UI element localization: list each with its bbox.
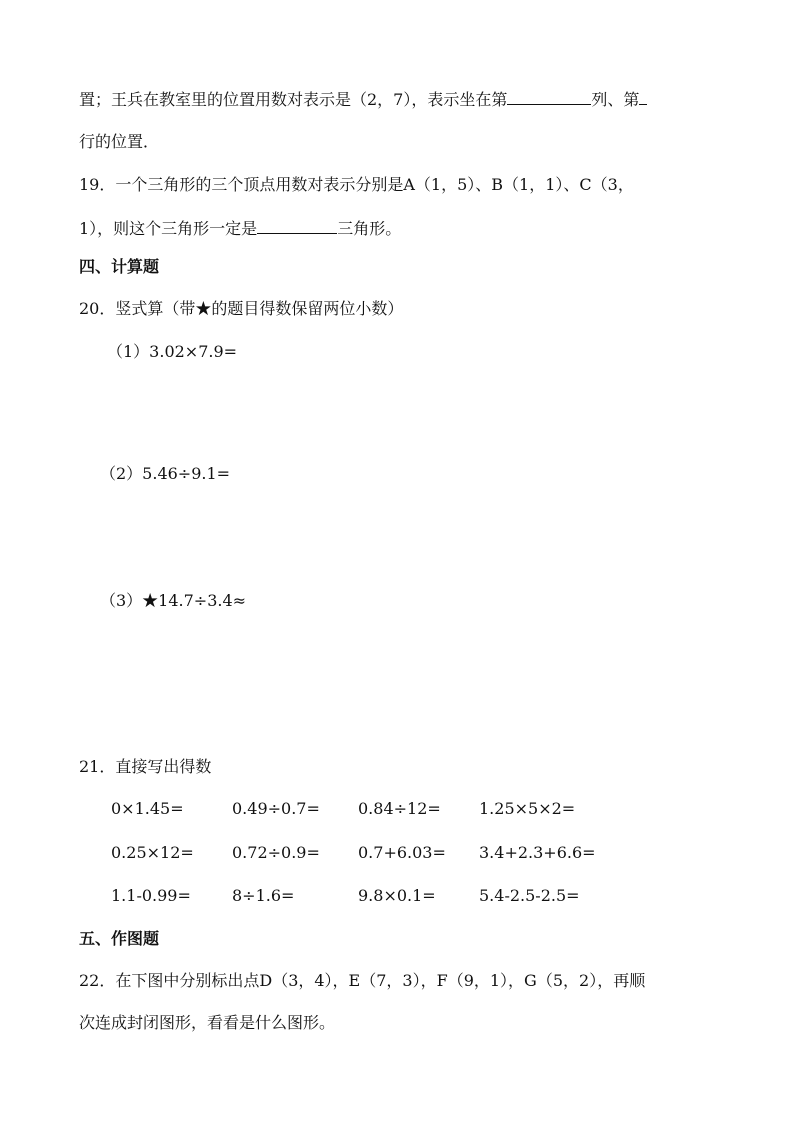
q22-line-2: 次连成封闭图形，看看是什么图形。 <box>79 1013 336 1032</box>
q21-r3-c2: 8÷1.6= <box>232 886 295 905</box>
q18-text-a: 置；王兵在教室里的位置用数对表示是（2，7），表示坐在第 <box>79 90 508 109</box>
q20-item-1: （1）3.02×7.9= <box>107 342 238 361</box>
q19-text-b: 1），则这个三角形一定是 <box>79 219 258 238</box>
q19-text-c: 三角形。 <box>337 219 402 238</box>
q19-line-1 <box>79 175 634 195</box>
q21-r3-c3: 9.8×0.1= <box>358 886 436 905</box>
q19-line-2 <box>79 217 401 239</box>
q21-r1-c2: 0.49÷0.7= <box>232 799 320 818</box>
q21-r2-c3: 0.7+6.03= <box>358 843 446 862</box>
q22-line-1: 22．在下图中分别标出点D（3，4），E（7，3），F（9，1），G（5，2），再顺 <box>79 971 646 990</box>
section-4-title: 四、计算题 <box>79 257 160 276</box>
q21-r3-c4: 5.4-2.5-2.5= <box>479 886 580 905</box>
q21-prompt: 21．直接写出得数 <box>79 757 212 776</box>
q20-item-3: （3）★14.7÷3.4≈ <box>100 591 247 610</box>
q21-r1-c4: 1.25×5×2= <box>479 799 576 818</box>
q19-text-a: 19．一个三角形的三个顶点用数对表示分别是A（1，5）、B（1，1）、C（3， <box>79 175 634 194</box>
q20-prompt: 20．竖式算（带★的题目得数保留两位小数） <box>79 299 404 318</box>
q21-r1-c1: 0×1.45= <box>111 799 184 818</box>
q18-text-c: 行的位置． <box>79 132 160 151</box>
section-5-title: 五、作图题 <box>79 929 160 948</box>
q21-r2-c1: 0.25×12= <box>111 843 194 862</box>
q19-answer-blank[interactable] <box>257 217 337 234</box>
q21-r3-c1: 1.1-0.99= <box>111 886 191 905</box>
q21-r2-c2: 0.72÷0.9= <box>232 843 320 862</box>
q21-r1-c3: 0.84÷12= <box>358 799 441 818</box>
q18-line-2 <box>79 132 159 152</box>
q18-answer-blank-row[interactable] <box>639 88 647 105</box>
q18-answer-blank-column[interactable] <box>507 88 591 105</box>
q18-line-1 <box>79 88 647 110</box>
q20-item-2: （2）5.46÷9.1= <box>100 464 231 483</box>
q21-r2-c4: 3.4+2.3+6.6= <box>479 843 596 862</box>
q18-text-b: 列、第 <box>591 90 640 109</box>
